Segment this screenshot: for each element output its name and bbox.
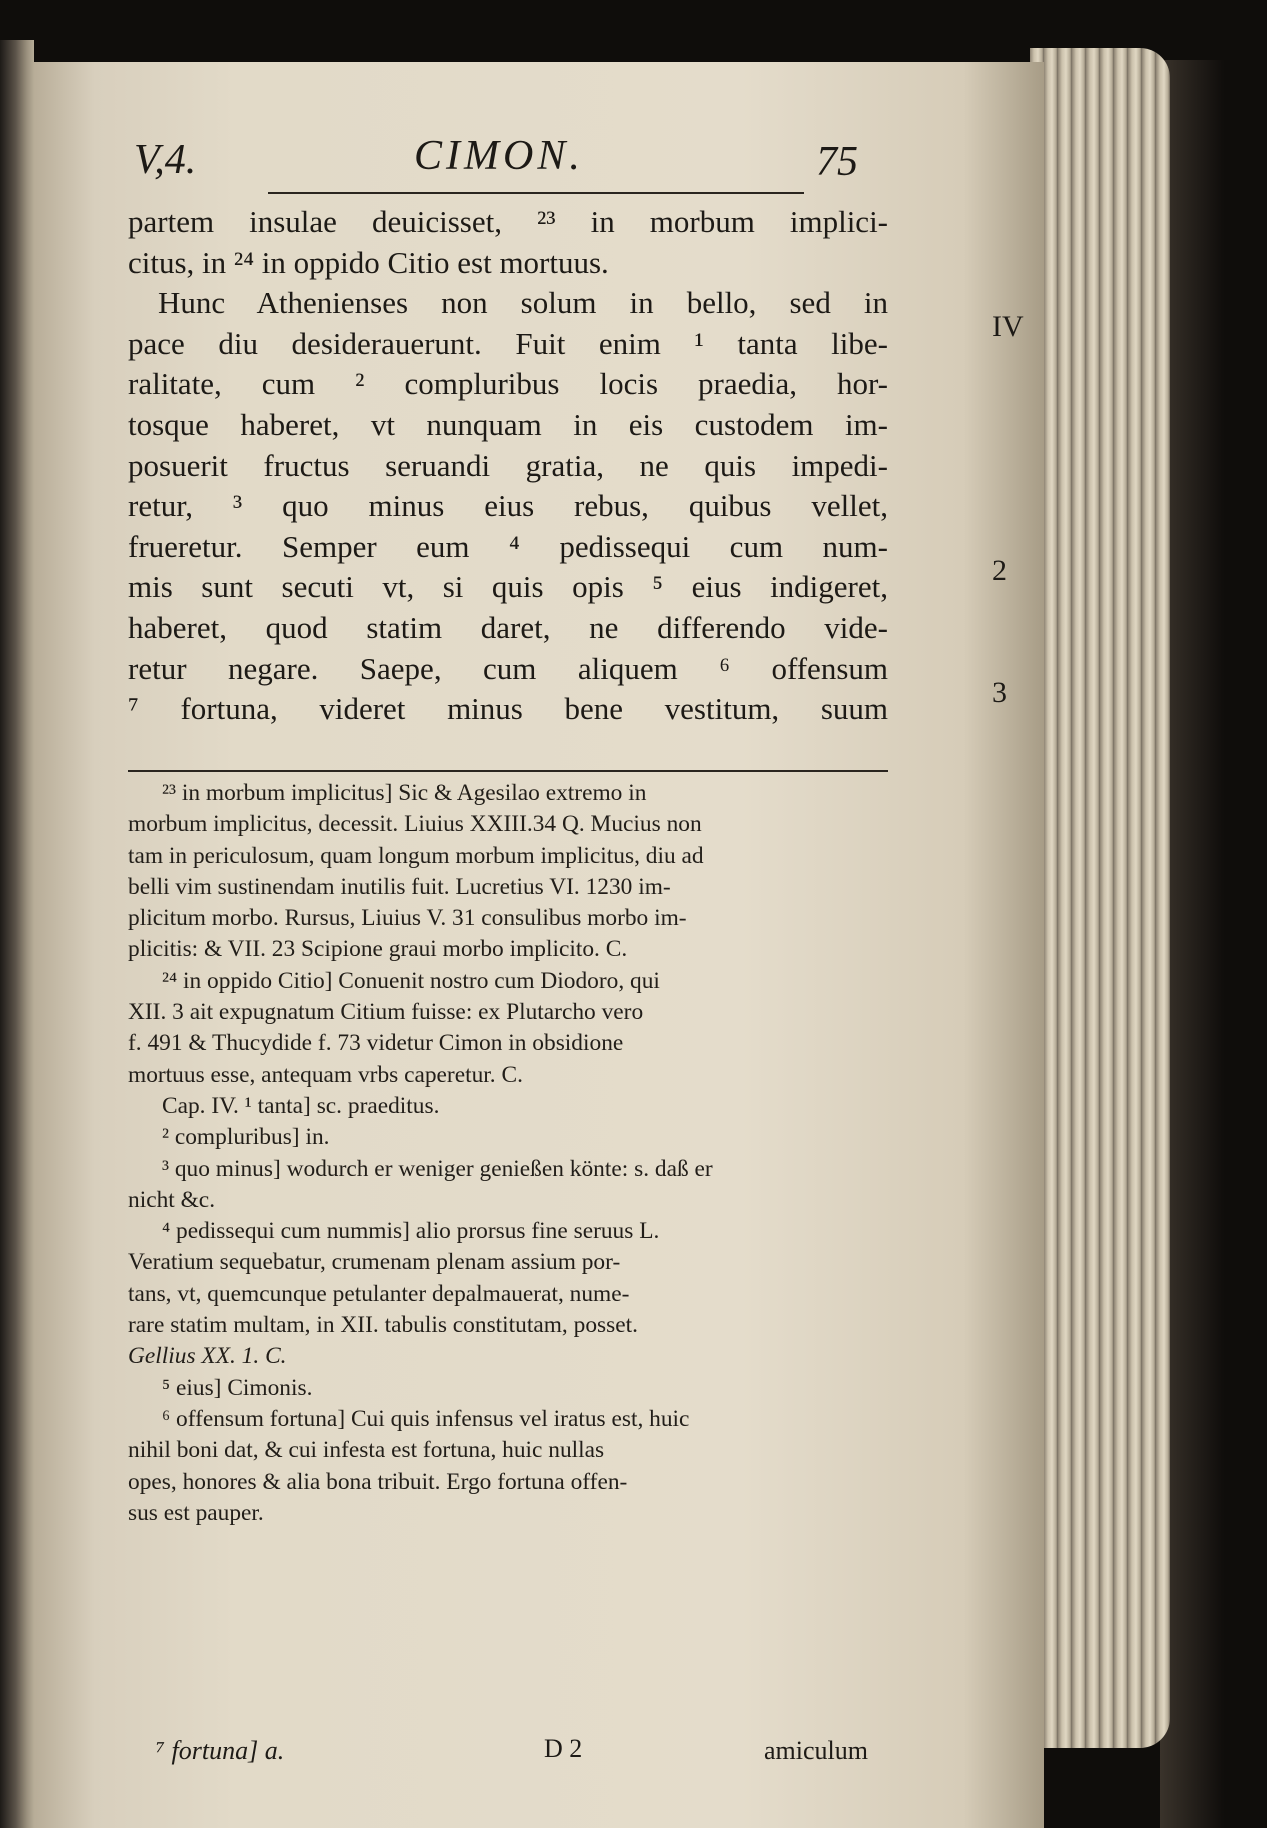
footnote-line: opes, honores & alia bona tribuit. Ergo fortuna offen- — [128, 1468, 628, 1495]
footnote-line: XII. 3 ait expugnatum Citium fuisse: ex Plutarcho vero — [128, 999, 644, 1026]
footnote-line: plicitum morbo. Rursus, Liuius V. 31 consulibus morbo im- — [128, 905, 687, 932]
footnote-line: plicitis: & VII. 23 Scipione graui morbo implicito. C. — [128, 936, 628, 963]
main-line: partem insulae deuicisset, ²³ in morbum implici- — [128, 204, 888, 239]
page-edges-stack — [1030, 48, 1170, 1748]
book-binding-left — [0, 40, 34, 1828]
footnote-rule — [128, 770, 888, 772]
main-line: pace diu desiderauerunt. Fuit enim ¹ tanta libe- — [128, 325, 888, 361]
header-title: CIMON. — [414, 133, 584, 179]
footnote-line: tans, vt, quemcunque petulanter depalmauerat, nume- — [128, 1280, 630, 1307]
footnote-line: sus est pauper. — [128, 1499, 264, 1526]
running-header — [128, 118, 888, 186]
main-line: posuerit fructus seruandi gratia, ne quis impedi- — [128, 447, 888, 483]
footnote-line: rare statim multam, in XII. tabulis constitutam, posset. — [128, 1312, 638, 1339]
main-line: frueretur. Semper eum ⁴ pedissequi cum num- — [128, 528, 888, 564]
main-line: retur negare. Saepe, cum aliquem ⁶ offensum — [128, 650, 888, 686]
page-footer — [128, 1730, 868, 1770]
footnote-line: ⁶ offensum fortuna] Cui quis infensus vel iratus est, huic — [162, 1405, 690, 1432]
footnote-line: ⁴ pedissequi cum nummis] alio prorsus fine seruus L. — [162, 1218, 660, 1245]
footnote-line: nicht &c. — [128, 1186, 216, 1213]
footnote-line: f. 491 & Thucydide f. 73 videtur Cimon in obsidione — [128, 1030, 624, 1057]
footnote-line: Veratium sequebatur, crumenam plenam assium por- — [128, 1249, 621, 1276]
main-line: ralitate, cum ² compluribus locis praedia, hor- — [128, 366, 888, 402]
footnote-line: belli vim sustinendam inutilis fuit. Lucretius VI. 1230 im- — [128, 873, 671, 900]
footnote-line: Gellius XX. 1. C. — [128, 1343, 287, 1370]
footnote-line: Cap. IV. ¹ tanta] sc. praeditus. — [162, 1092, 440, 1119]
main-line: tosque haberet, vt nunquam in eis custodem im- — [128, 406, 888, 442]
page-number: 75 — [816, 139, 858, 185]
footnote-line: ⁷ fortuna] a. — [156, 1736, 285, 1765]
main-line: citus, in ²⁴ in oppido Citio est mortuus. — [128, 244, 609, 280]
footnote-line: nihil boni dat, & cui infesta est fortuna, huic nullas — [128, 1437, 605, 1464]
margin-section-number: 3 — [992, 676, 1007, 709]
footnote-line: ²³ in morbum implicitus] Sic & Agesilao extremo in — [162, 780, 647, 806]
footnote-line: ³ quo minus] wodurch er weniger genießen könte: s. daß er — [162, 1155, 713, 1182]
margin-section-number: 2 — [992, 554, 1007, 587]
main-line: retur, ³ quo minus eius rebus, quibus vellet, — [128, 488, 888, 524]
footnote-line: morbum implicitus, decessit. Liuius XXIII.34 Q. Mucius non — [128, 811, 702, 838]
main-line: mis sunt secuti vt, si quis opis ⁵ eius indigeret, — [128, 569, 888, 605]
main-line: Hunc Athenienses non solum in bello, sed in — [158, 285, 888, 321]
footnote-line: ² compluribus] in. — [162, 1124, 330, 1151]
footnote-line: ²⁴ in oppido Citio] Conuenit nostro cum Diodoro, qui — [162, 967, 660, 994]
footnote-line: mortuus esse, antequam vrbs caperetur. C. — [128, 1061, 523, 1088]
signature-mark: D 2 — [544, 1734, 583, 1763]
header-rule — [268, 192, 804, 194]
book-shadow-right — [1160, 60, 1267, 1828]
main-line: ⁷ fortuna, videret minus bene vestitum, suum — [128, 691, 888, 727]
main-text — [128, 202, 888, 730]
footnotes — [128, 778, 868, 1529]
page-text-block — [128, 118, 1024, 730]
main-line: haberet, quod statim daret, ne differendo vide- — [128, 609, 888, 645]
footnote-line: tam in periculosum, quam longum morbum implicitus, diu ad — [128, 842, 704, 869]
margin-chapter-number: IV — [992, 310, 1024, 343]
footnote-line: ⁵ eius] Cimonis. — [162, 1374, 313, 1401]
catchword: amiculum — [764, 1736, 868, 1765]
header-section-ref: V,4. — [134, 137, 197, 183]
